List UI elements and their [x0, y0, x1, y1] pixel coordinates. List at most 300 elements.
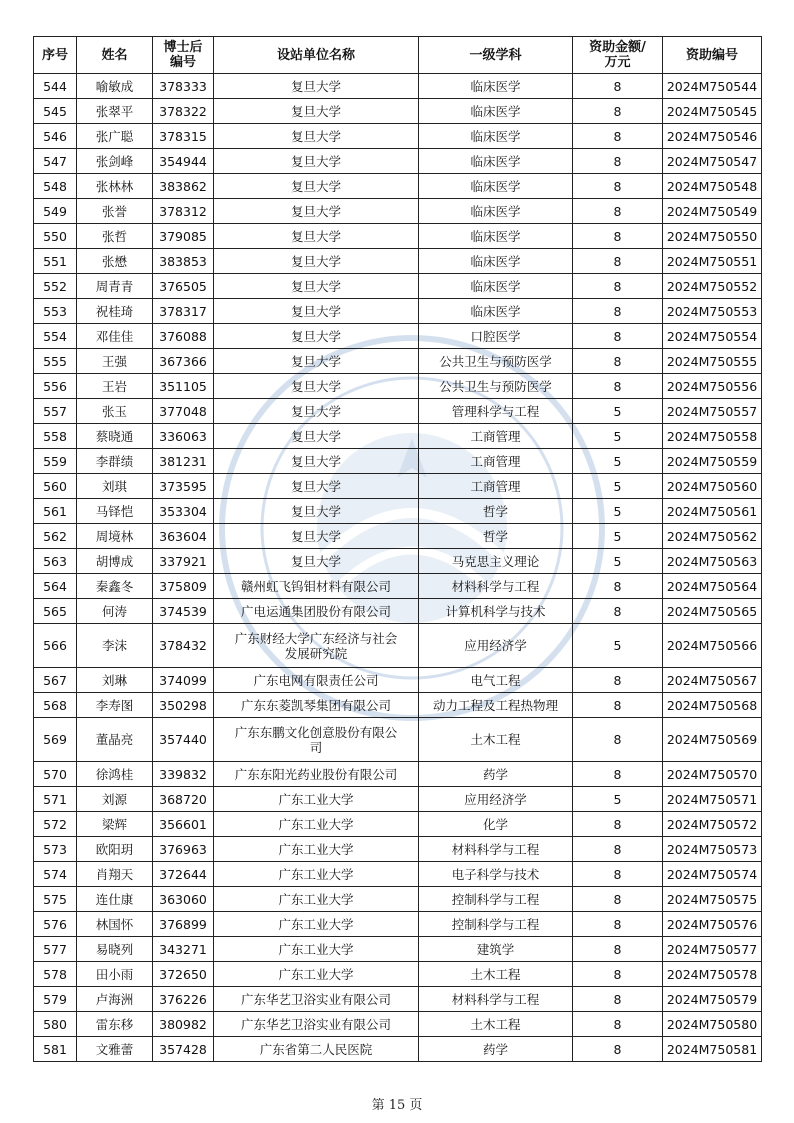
cell-postdoc-id: 367366	[153, 349, 214, 374]
cell-unit: 广东华艺卫浴实业有限公司	[214, 987, 419, 1012]
cell-unit: 复旦大学	[214, 224, 419, 249]
cell-unit: 广东工业大学	[214, 887, 419, 912]
cell-unit: 复旦大学	[214, 174, 419, 199]
cell-postdoc-id: 373595	[153, 474, 214, 499]
cell-amount: 5	[573, 787, 663, 812]
cell-unit: 复旦大学	[214, 449, 419, 474]
cell-name: 文雅蕾	[77, 1037, 153, 1062]
cell-discipline: 材料科学与工程	[419, 574, 573, 599]
cell-seq: 576	[34, 912, 77, 937]
cell-seq: 550	[34, 224, 77, 249]
cell-discipline: 工商管理	[419, 449, 573, 474]
cell-postdoc-id: 376899	[153, 912, 214, 937]
cell-unit: 赣州虹飞钨钼材料有限公司	[214, 574, 419, 599]
cell-name: 张哲	[77, 224, 153, 249]
cell-discipline: 临床医学	[419, 149, 573, 174]
cell-name: 秦鑫冬	[77, 574, 153, 599]
cell-grant-no: 2024M750576	[663, 912, 762, 937]
cell-amount: 8	[573, 599, 663, 624]
cell-postdoc-id: 363060	[153, 887, 214, 912]
header-grant-no: 资助编号	[663, 37, 762, 74]
cell-name: 蔡晓通	[77, 424, 153, 449]
cell-seq: 565	[34, 599, 77, 624]
cell-amount: 5	[573, 399, 663, 424]
cell-name: 王强	[77, 349, 153, 374]
table-header-row	[34, 37, 762, 74]
cell-seq: 558	[34, 424, 77, 449]
cell-grant-no: 2024M750544	[663, 74, 762, 99]
table-row	[34, 324, 762, 349]
cell-discipline: 管理科学与工程	[419, 399, 573, 424]
table-row	[34, 499, 762, 524]
cell-amount: 8	[573, 693, 663, 718]
cell-postdoc-id: 376226	[153, 987, 214, 1012]
cell-discipline: 材料科学与工程	[419, 987, 573, 1012]
cell-name: 易晓列	[77, 937, 153, 962]
cell-discipline: 应用经济学	[419, 787, 573, 812]
cell-amount: 8	[573, 124, 663, 149]
cell-amount: 8	[573, 718, 663, 762]
cell-amount: 5	[573, 449, 663, 474]
cell-seq: 552	[34, 274, 77, 299]
cell-postdoc-id: 357428	[153, 1037, 214, 1062]
cell-discipline: 临床医学	[419, 99, 573, 124]
cell-unit: 广东东菱凯琴集团有限公司	[214, 693, 419, 718]
cell-discipline: 控制科学与工程	[419, 887, 573, 912]
cell-unit: 复旦大学	[214, 99, 419, 124]
cell-grant-no: 2024M750546	[663, 124, 762, 149]
cell-amount: 8	[573, 862, 663, 887]
cell-grant-no: 2024M750567	[663, 668, 762, 693]
cell-amount: 8	[573, 374, 663, 399]
cell-postdoc-id: 379085	[153, 224, 214, 249]
cell-discipline: 公共卫生与预防医学	[419, 349, 573, 374]
cell-unit: 复旦大学	[214, 374, 419, 399]
cell-unit: 广东工业大学	[214, 812, 419, 837]
cell-amount: 8	[573, 249, 663, 274]
cell-unit: 复旦大学	[214, 74, 419, 99]
table-row	[34, 449, 762, 474]
cell-amount: 8	[573, 1012, 663, 1037]
cell-unit: 复旦大学	[214, 274, 419, 299]
cell-grant-no: 2024M750550	[663, 224, 762, 249]
cell-grant-no: 2024M750565	[663, 599, 762, 624]
cell-name: 欧阳玥	[77, 837, 153, 862]
cell-seq: 567	[34, 668, 77, 693]
cell-unit: 复旦大学	[214, 524, 419, 549]
cell-name: 李沫	[77, 624, 153, 668]
cell-grant-no: 2024M750577	[663, 937, 762, 962]
cell-postdoc-id: 378315	[153, 124, 214, 149]
cell-amount: 8	[573, 324, 663, 349]
cell-grant-no: 2024M750580	[663, 1012, 762, 1037]
cell-seq: 581	[34, 1037, 77, 1062]
cell-grant-no: 2024M750562	[663, 524, 762, 549]
cell-unit: 广东工业大学	[214, 912, 419, 937]
cell-postdoc-id: 372644	[153, 862, 214, 887]
table-row	[34, 249, 762, 274]
cell-name: 张翠平	[77, 99, 153, 124]
cell-name: 周青青	[77, 274, 153, 299]
cell-discipline: 建筑学	[419, 937, 573, 962]
cell-postdoc-id: 377048	[153, 399, 214, 424]
table-row	[34, 399, 762, 424]
table-row	[34, 424, 762, 449]
cell-grant-no: 2024M750554	[663, 324, 762, 349]
cell-seq: 547	[34, 149, 77, 174]
cell-grant-no: 2024M750568	[663, 693, 762, 718]
header-unit: 设站单位名称	[214, 37, 419, 74]
cell-name: 马铎恺	[77, 499, 153, 524]
table-row	[34, 624, 762, 668]
table-row	[34, 74, 762, 99]
cell-unit: 复旦大学	[214, 124, 419, 149]
cell-discipline: 临床医学	[419, 174, 573, 199]
cell-postdoc-id: 380982	[153, 1012, 214, 1037]
cell-grant-no: 2024M750556	[663, 374, 762, 399]
cell-name: 李寿图	[77, 693, 153, 718]
table-body	[34, 74, 762, 1062]
postdoc-funding-table	[33, 36, 762, 1062]
cell-seq: 551	[34, 249, 77, 274]
cell-seq: 572	[34, 812, 77, 837]
cell-name: 胡博成	[77, 549, 153, 574]
cell-postdoc-id: 336063	[153, 424, 214, 449]
cell-seq: 569	[34, 718, 77, 762]
cell-postdoc-id: 351105	[153, 374, 214, 399]
cell-discipline: 应用经济学	[419, 624, 573, 668]
cell-unit: 广电运通集团股份有限公司	[214, 599, 419, 624]
cell-seq: 555	[34, 349, 77, 374]
cell-seq: 579	[34, 987, 77, 1012]
cell-discipline: 临床医学	[419, 274, 573, 299]
cell-grant-no: 2024M750560	[663, 474, 762, 499]
cell-name: 梁辉	[77, 812, 153, 837]
cell-seq: 566	[34, 624, 77, 668]
table-row	[34, 99, 762, 124]
cell-discipline: 工商管理	[419, 474, 573, 499]
table-row	[34, 574, 762, 599]
cell-unit: 广东东阳光药业股份有限公司	[214, 762, 419, 787]
table-row	[34, 349, 762, 374]
header-postdoc-id: 博士后 编号	[153, 37, 214, 74]
cell-grant-no: 2024M750553	[663, 299, 762, 324]
table-row	[34, 812, 762, 837]
cell-seq: 545	[34, 99, 77, 124]
cell-amount: 5	[573, 474, 663, 499]
cell-seq: 548	[34, 174, 77, 199]
cell-discipline: 电气工程	[419, 668, 573, 693]
cell-discipline: 控制科学与工程	[419, 912, 573, 937]
cell-name: 张玉	[77, 399, 153, 424]
cell-name: 王岩	[77, 374, 153, 399]
cell-discipline: 临床医学	[419, 224, 573, 249]
cell-amount: 8	[573, 912, 663, 937]
cell-discipline: 马克思主义理论	[419, 549, 573, 574]
cell-amount: 8	[573, 299, 663, 324]
cell-name: 邓佳佳	[77, 324, 153, 349]
header-name: 姓名	[77, 37, 153, 74]
cell-postdoc-id: 378333	[153, 74, 214, 99]
cell-amount: 8	[573, 74, 663, 99]
cell-unit: 广东省第二人民医院	[214, 1037, 419, 1062]
cell-grant-no: 2024M750570	[663, 762, 762, 787]
table-row	[34, 862, 762, 887]
cell-unit: 复旦大学	[214, 299, 419, 324]
cell-unit: 复旦大学	[214, 349, 419, 374]
cell-postdoc-id: 337921	[153, 549, 214, 574]
cell-postdoc-id: 374099	[153, 668, 214, 693]
cell-name: 刘源	[77, 787, 153, 812]
cell-seq: 562	[34, 524, 77, 549]
cell-amount: 8	[573, 887, 663, 912]
cell-unit: 复旦大学	[214, 199, 419, 224]
table-row	[34, 937, 762, 962]
cell-unit: 广东工业大学	[214, 937, 419, 962]
cell-name: 张誉	[77, 199, 153, 224]
cell-grant-no: 2024M750557	[663, 399, 762, 424]
cell-seq: 570	[34, 762, 77, 787]
cell-postdoc-id: 376088	[153, 324, 214, 349]
cell-grant-no: 2024M750571	[663, 787, 762, 812]
cell-grant-no: 2024M750579	[663, 987, 762, 1012]
table-row	[34, 274, 762, 299]
table-row	[34, 199, 762, 224]
cell-discipline: 临床医学	[419, 249, 573, 274]
table-row	[34, 668, 762, 693]
cell-grant-no: 2024M750549	[663, 199, 762, 224]
cell-seq: 559	[34, 449, 77, 474]
cell-seq: 549	[34, 199, 77, 224]
cell-seq: 568	[34, 693, 77, 718]
cell-name: 刘琳	[77, 668, 153, 693]
cell-grant-no: 2024M750548	[663, 174, 762, 199]
cell-amount: 5	[573, 624, 663, 668]
page-number: 第 15 页	[371, 1098, 423, 1113]
cell-name: 连仕康	[77, 887, 153, 912]
cell-seq: 563	[34, 549, 77, 574]
cell-postdoc-id: 372650	[153, 962, 214, 987]
cell-name: 张懋	[77, 249, 153, 274]
cell-name: 张剑峰	[77, 149, 153, 174]
cell-postdoc-id: 378322	[153, 99, 214, 124]
table-row	[34, 474, 762, 499]
cell-grant-no: 2024M750547	[663, 149, 762, 174]
cell-grant-no: 2024M750564	[663, 574, 762, 599]
cell-seq: 580	[34, 1012, 77, 1037]
table-row	[34, 837, 762, 862]
table-row	[34, 374, 762, 399]
cell-discipline: 公共卫生与预防医学	[419, 374, 573, 399]
cell-seq: 546	[34, 124, 77, 149]
cell-amount: 5	[573, 499, 663, 524]
cell-grant-no: 2024M750569	[663, 718, 762, 762]
cell-unit: 广东工业大学	[214, 962, 419, 987]
cell-seq: 573	[34, 837, 77, 862]
cell-seq: 544	[34, 74, 77, 99]
cell-postdoc-id: 339832	[153, 762, 214, 787]
table-row	[34, 524, 762, 549]
cell-unit: 复旦大学	[214, 474, 419, 499]
cell-postdoc-id: 381231	[153, 449, 214, 474]
cell-grant-no: 2024M750573	[663, 837, 762, 862]
table-row	[34, 718, 762, 762]
table-row	[34, 987, 762, 1012]
cell-grant-no: 2024M750566	[663, 624, 762, 668]
cell-amount: 8	[573, 274, 663, 299]
table-row	[34, 549, 762, 574]
cell-postdoc-id: 354944	[153, 149, 214, 174]
cell-name: 徐鸿桂	[77, 762, 153, 787]
cell-seq: 556	[34, 374, 77, 399]
cell-amount: 8	[573, 574, 663, 599]
cell-discipline: 电子科学与技术	[419, 862, 573, 887]
cell-postdoc-id: 375809	[153, 574, 214, 599]
cell-name: 何涛	[77, 599, 153, 624]
table-row	[34, 762, 762, 787]
table-row	[34, 787, 762, 812]
cell-postdoc-id: 350298	[153, 693, 214, 718]
cell-grant-no: 2024M750552	[663, 274, 762, 299]
cell-discipline: 药学	[419, 1037, 573, 1062]
cell-postdoc-id: 374539	[153, 599, 214, 624]
cell-amount: 8	[573, 668, 663, 693]
cell-postdoc-id: 383862	[153, 174, 214, 199]
cell-unit: 复旦大学	[214, 399, 419, 424]
cell-discipline: 土木工程	[419, 718, 573, 762]
table-row	[34, 693, 762, 718]
cell-grant-no: 2024M750545	[663, 99, 762, 124]
cell-amount: 8	[573, 962, 663, 987]
cell-name: 张广聪	[77, 124, 153, 149]
cell-amount: 8	[573, 762, 663, 787]
cell-unit: 复旦大学	[214, 499, 419, 524]
cell-seq: 575	[34, 887, 77, 912]
cell-unit: 复旦大学	[214, 324, 419, 349]
cell-discipline: 临床医学	[419, 74, 573, 99]
cell-discipline: 土木工程	[419, 962, 573, 987]
cell-postdoc-id: 368720	[153, 787, 214, 812]
cell-amount: 8	[573, 99, 663, 124]
header-seq: 序号	[34, 37, 77, 74]
table-row	[34, 599, 762, 624]
cell-grant-no: 2024M750581	[663, 1037, 762, 1062]
cell-postdoc-id: 357440	[153, 718, 214, 762]
cell-unit: 广东财经大学广东经济与社会 发展研究院	[214, 624, 419, 668]
cell-name: 周境林	[77, 524, 153, 549]
cell-name: 肖翔天	[77, 862, 153, 887]
cell-discipline: 哲学	[419, 499, 573, 524]
cell-unit: 广东工业大学	[214, 862, 419, 887]
cell-postdoc-id: 343271	[153, 937, 214, 962]
cell-discipline: 口腔医学	[419, 324, 573, 349]
cell-seq: 577	[34, 937, 77, 962]
cell-grant-no: 2024M750572	[663, 812, 762, 837]
cell-discipline: 化学	[419, 812, 573, 837]
cell-name: 雷东移	[77, 1012, 153, 1037]
cell-discipline: 土木工程	[419, 1012, 573, 1037]
cell-amount: 8	[573, 812, 663, 837]
header-discipline: 一级学科	[419, 37, 573, 74]
cell-grant-no: 2024M750555	[663, 349, 762, 374]
cell-unit: 广东工业大学	[214, 787, 419, 812]
cell-name: 祝桂琦	[77, 299, 153, 324]
cell-postdoc-id: 378317	[153, 299, 214, 324]
cell-grant-no: 2024M750561	[663, 499, 762, 524]
cell-grant-no: 2024M750575	[663, 887, 762, 912]
table-row	[34, 124, 762, 149]
cell-seq: 557	[34, 399, 77, 424]
cell-grant-no: 2024M750578	[663, 962, 762, 987]
cell-name: 张林林	[77, 174, 153, 199]
table-row	[34, 887, 762, 912]
cell-amount: 8	[573, 1037, 663, 1062]
cell-seq: 560	[34, 474, 77, 499]
cell-amount: 8	[573, 349, 663, 374]
cell-unit: 复旦大学	[214, 549, 419, 574]
cell-grant-no: 2024M750558	[663, 424, 762, 449]
table-row	[34, 1037, 762, 1062]
cell-name: 董晶亮	[77, 718, 153, 762]
cell-seq: 578	[34, 962, 77, 987]
cell-amount: 5	[573, 549, 663, 574]
cell-postdoc-id: 376963	[153, 837, 214, 862]
cell-discipline: 临床医学	[419, 124, 573, 149]
cell-amount: 8	[573, 199, 663, 224]
cell-unit: 复旦大学	[214, 249, 419, 274]
header-amount: 资助金额/ 万元	[573, 37, 663, 74]
table-row	[34, 224, 762, 249]
table-row	[34, 174, 762, 199]
cell-seq: 553	[34, 299, 77, 324]
cell-discipline: 动力工程及工程热物理	[419, 693, 573, 718]
cell-name: 李群绩	[77, 449, 153, 474]
cell-discipline: 计算机科学与技术	[419, 599, 573, 624]
cell-postdoc-id: 378312	[153, 199, 214, 224]
cell-seq: 571	[34, 787, 77, 812]
cell-grant-no: 2024M750574	[663, 862, 762, 887]
cell-name: 田小雨	[77, 962, 153, 987]
cell-postdoc-id: 376505	[153, 274, 214, 299]
cell-unit: 广东电网有限责任公司	[214, 668, 419, 693]
cell-postdoc-id: 356601	[153, 812, 214, 837]
cell-postdoc-id: 383853	[153, 249, 214, 274]
cell-amount: 5	[573, 424, 663, 449]
table-row	[34, 149, 762, 174]
table-row	[34, 299, 762, 324]
cell-postdoc-id: 378432	[153, 624, 214, 668]
cell-postdoc-id: 353304	[153, 499, 214, 524]
cell-amount: 8	[573, 149, 663, 174]
cell-name: 卢海洲	[77, 987, 153, 1012]
cell-amount: 8	[573, 174, 663, 199]
cell-amount: 5	[573, 524, 663, 549]
cell-seq: 564	[34, 574, 77, 599]
cell-seq: 554	[34, 324, 77, 349]
cell-discipline: 哲学	[419, 524, 573, 549]
cell-seq: 561	[34, 499, 77, 524]
cell-discipline: 工商管理	[419, 424, 573, 449]
cell-amount: 8	[573, 837, 663, 862]
cell-seq: 574	[34, 862, 77, 887]
cell-name: 刘琪	[77, 474, 153, 499]
cell-grant-no: 2024M750551	[663, 249, 762, 274]
cell-amount: 8	[573, 224, 663, 249]
cell-postdoc-id: 363604	[153, 524, 214, 549]
cell-unit: 复旦大学	[214, 424, 419, 449]
cell-amount: 8	[573, 937, 663, 962]
cell-unit: 广东工业大学	[214, 837, 419, 862]
